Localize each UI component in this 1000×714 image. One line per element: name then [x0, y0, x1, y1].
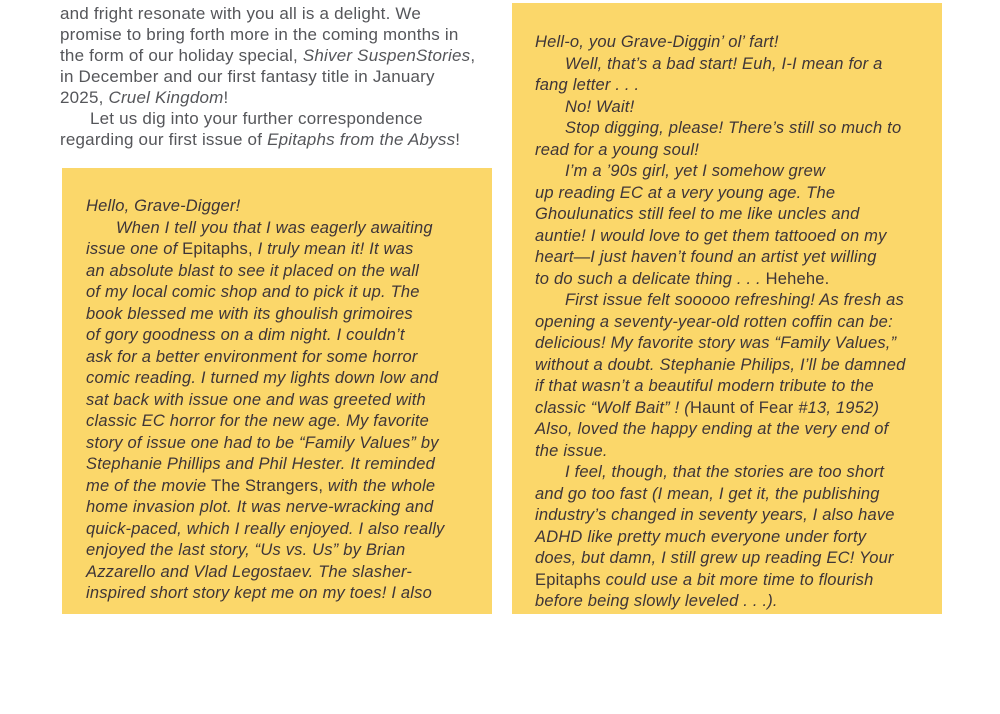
text-run: quick-paced, which I really enjoyed. I also really: [86, 519, 445, 538]
text-run: When I tell you that I was eagerly awaiting: [116, 218, 433, 237]
text-run: of my local comic shop and to pick it up. The: [86, 283, 420, 301]
text-run: Haunt of Fear: [689, 398, 794, 417]
text-run: up reading EC at a very young age. The: [535, 183, 836, 202]
text-line: [535, 161, 920, 183]
text-line: [535, 183, 920, 205]
text-run: Hell-o, you Grave-Diggin’ ol’ fart!: [535, 33, 779, 51]
text-run: Azzarello and Vlad Legostaev. The slasher-: [86, 562, 413, 581]
text-run: and fright resonate with you all is a delight. We: [60, 4, 422, 23]
text-line: [535, 376, 920, 398]
text-run: in December and our first fantasy title in January: [60, 67, 435, 86]
text-run: before being slowly leveled . . .).: [535, 592, 778, 610]
text-run: the issue.: [535, 441, 608, 460]
text-line: [535, 32, 920, 54]
text-line: [535, 570, 920, 592]
text-run: Well, that’s a bad start! Euh, I-I mean for a: [565, 54, 883, 73]
text-run: the form of our holiday special,: [60, 46, 303, 65]
editor-intro-text: [60, 3, 505, 150]
text-run: home invasion plot. It was nerve-wracking and: [86, 498, 434, 516]
text-run: if that wasn’t a beautiful modern tribute to the: [535, 377, 874, 395]
text-run: Cruel Kingdom: [108, 88, 224, 107]
text-run: Stop digging, please! There’s still so much to: [565, 119, 902, 137]
text-line: [535, 505, 920, 527]
text-run: Let us dig into your further correspondence: [90, 109, 423, 128]
text-run: Hehehe.: [765, 269, 830, 288]
text-line: [86, 239, 468, 261]
text-run: inspired short story kept me on my toes! I also: [86, 584, 432, 602]
text-run: I feel, though, that the stories are too short: [565, 463, 885, 481]
text-run: Stephanie Phillips and Phil Hester. It reminded: [86, 455, 436, 473]
text-line: [86, 433, 468, 455]
text-run: auntie! I would love to get them tattooed on my: [535, 226, 887, 245]
text-run: Shiver SuspenStories: [302, 46, 471, 65]
text-run: Epitaphs: [535, 570, 601, 589]
text-run: Epitaphs from the Abyss: [267, 130, 456, 149]
text-line: [86, 497, 468, 519]
text-run: heart—I just haven’t found an artist yet willing: [535, 248, 877, 266]
text-run: First issue felt sooooo refreshing! As fresh as: [565, 291, 904, 309]
text-run: with the whole: [323, 476, 436, 495]
text-line: [535, 484, 920, 506]
text-run: me of the movie: [86, 476, 212, 495]
text-run: book blessed me with its ghoulish grimoires: [86, 304, 413, 323]
text-run: #13, 1952): [793, 398, 880, 417]
text-line: [86, 476, 468, 498]
text-run: ask for a better environment for some horror: [86, 347, 418, 366]
text-run: comic reading. I turned my lights down low and: [86, 369, 439, 387]
text-line: [535, 140, 920, 162]
text-run: Hello, Grave-Digger!: [86, 197, 241, 215]
text-line: [535, 54, 920, 76]
text-line: [535, 247, 920, 269]
text-line: [86, 304, 468, 326]
text-line: [535, 441, 920, 463]
text-line: [535, 333, 920, 355]
text-run: and go too fast (I mean, I get it, the publishing: [535, 484, 880, 503]
text-line: [535, 118, 920, 140]
text-line: [535, 527, 920, 549]
text-line: [86, 454, 468, 476]
text-run: opening a seventy-year-old rotten coffin can be:: [535, 312, 893, 331]
text-line: [535, 312, 920, 334]
text-line: [86, 325, 468, 347]
text-run: I truly mean it! It was: [252, 240, 414, 258]
text-line: [86, 411, 468, 433]
text-run: promise to bring forth more in the coming months in: [60, 25, 459, 44]
text-line: [535, 462, 920, 484]
text-line: [60, 3, 505, 24]
text-run: issue one of: [86, 240, 183, 258]
text-run: No! Wait!: [565, 97, 635, 116]
text-line: [535, 398, 920, 420]
text-run: 2025,: [60, 88, 109, 107]
text-line: [535, 355, 920, 377]
text-run: delicious! My favorite story was “Family Values,”: [535, 334, 897, 352]
text-run: ,: [470, 46, 476, 65]
text-run: without a doubt. Stephanie Philips, I’ll be damned: [535, 355, 906, 374]
text-line: [535, 204, 920, 226]
text-run: Epitaphs,: [182, 240, 253, 258]
text-line: [60, 24, 505, 45]
text-line: [60, 45, 505, 66]
fan-letter-box-right: [512, 3, 942, 614]
text-line: [86, 347, 468, 369]
text-run: Also, loved the happy ending at the very end of: [535, 420, 889, 438]
text-line: [535, 269, 920, 291]
text-run: to do such a delicate thing . . .: [535, 269, 766, 288]
text-line: [60, 129, 505, 150]
text-line: [535, 290, 920, 312]
text-run: industry’s changed in seventy years, I also have: [535, 506, 895, 524]
text-line: [60, 108, 505, 129]
text-line: [86, 196, 468, 218]
text-line: [535, 97, 920, 119]
text-run: I’m a ’90s girl, yet I somehow grew: [565, 162, 826, 180]
text-run: !: [223, 88, 229, 107]
text-line: [60, 66, 505, 87]
text-line: [60, 87, 505, 108]
text-run: regarding our first issue of: [60, 130, 268, 149]
text-run: sat back with issue one and was greeted with: [86, 390, 426, 409]
text-run: fang letter . . .: [535, 76, 640, 94]
text-run: The Strangers,: [211, 476, 324, 495]
text-line: [86, 368, 468, 390]
text-line: [535, 226, 920, 248]
text-run: read for a young soul!: [535, 140, 700, 159]
text-run: could use a bit more time to flourish: [600, 570, 874, 589]
text-line: [535, 548, 920, 570]
text-line: [535, 75, 920, 97]
text-line: [86, 282, 468, 304]
text-line: [86, 583, 468, 605]
text-run: !: [455, 130, 461, 149]
text-run: story of issue one had to be “Family Values” by: [86, 433, 439, 452]
text-run: ADHD like pretty much everyone under forty: [535, 527, 867, 546]
text-run: enjoyed the last story, “Us vs. Us” by Brian: [86, 541, 406, 559]
text-run: Ghoulunatics still feel to me like uncles and: [535, 205, 860, 223]
text-line: [86, 261, 468, 283]
text-run: classic EC horror for the new age. My favorite: [86, 412, 429, 430]
text-run: classic “Wolf Bait” ! (: [535, 398, 690, 417]
text-line: [86, 540, 468, 562]
text-line: [535, 591, 920, 613]
text-line: [86, 390, 468, 412]
text-line: [86, 519, 468, 541]
text-line: [535, 419, 920, 441]
fan-letter-box-left: [62, 168, 492, 614]
text-line: [86, 218, 468, 240]
text-run: an absolute blast to see it placed on the wall: [86, 261, 419, 280]
text-run: of gory goodness on a dim night. I couldn’t: [86, 326, 405, 344]
text-run: does, but damn, I still grew up reading EC! Your: [535, 549, 894, 567]
text-line: [86, 562, 468, 584]
